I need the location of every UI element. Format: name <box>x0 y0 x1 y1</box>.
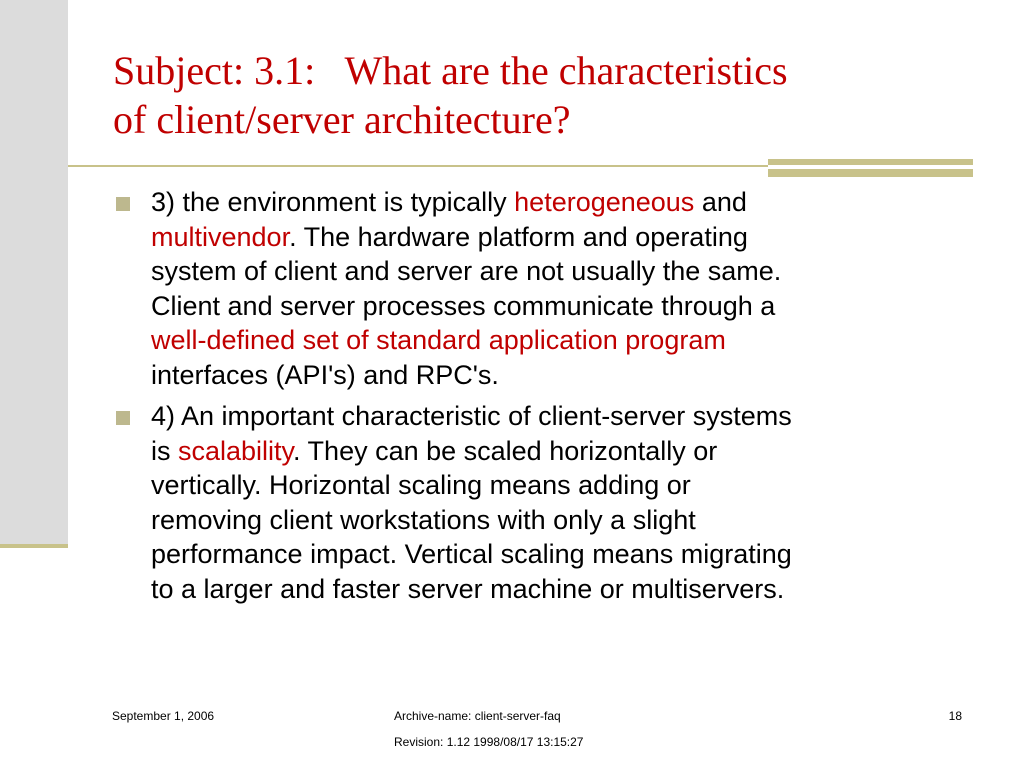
bullet-text: is <box>151 435 178 466</box>
slide-title-line-2: of client/server architecture? <box>113 97 571 142</box>
bullet-line <box>151 220 992 255</box>
footer-revision: Revision: 1.12 1998/08/17 13:15:27 <box>394 735 584 749</box>
left-decorative-panel <box>0 0 68 546</box>
bullet-line <box>151 358 992 393</box>
footer-archive-name: Archive-name: client-server-faq <box>394 709 561 723</box>
footer-date: September 1, 2006 <box>112 709 215 723</box>
bullet-text: performance impact. Vertical scaling means migrating <box>151 539 792 569</box>
bullet-text: . They can be scaled horizontally or <box>293 435 718 466</box>
title-divider-thick-upper <box>768 159 973 165</box>
slide-title <box>113 46 993 144</box>
title-divider-thin <box>68 165 768 167</box>
bullet-text: interfaces (API's) and RPC's. <box>151 359 499 390</box>
bullet-line <box>151 399 992 434</box>
bullet-line <box>151 468 992 503</box>
bullet-text: 4) An important characteristic of client-server systems <box>151 401 792 431</box>
title-divider-thick-lower <box>768 169 973 177</box>
bullet-text: vertically. Horizontal scaling means adding or <box>151 470 691 500</box>
bullet-text: system of client and server are not usually the same. <box>151 256 782 286</box>
highlighted-term: heterogeneous <box>514 187 695 217</box>
bullet-line <box>151 537 992 572</box>
bullet-line <box>151 323 992 358</box>
bullet-line <box>151 185 992 220</box>
bullet-line <box>151 254 992 289</box>
left-panel-underline <box>0 544 68 548</box>
bullet-text: 3) the environment is typically <box>151 187 515 217</box>
bullet-text: and <box>694 187 747 217</box>
bullet-line <box>151 434 992 469</box>
slide-title-line-1: Subject: 3.1: What are the characteristics <box>113 48 788 93</box>
square-bullet-icon <box>116 411 130 425</box>
bullet-list <box>112 185 992 613</box>
bullet-text: to a larger and faster server machine or multiservers. <box>151 573 785 604</box>
bullet-item <box>112 185 992 392</box>
highlighted-term: scalability <box>178 435 294 466</box>
bullet-item <box>112 399 992 606</box>
bullet-text: . The hardware platform and operating <box>289 221 748 252</box>
bullet-text: removing client workstations with only a slight <box>151 504 696 535</box>
footer-page-number: 18 <box>948 709 962 723</box>
bullet-line <box>151 572 992 607</box>
bullet-line <box>151 503 992 538</box>
bullet-line <box>151 289 992 324</box>
highlighted-term: well-defined set of standard application program <box>151 325 726 355</box>
square-bullet-icon <box>116 197 130 211</box>
bullet-text: Client and server processes communicate through a <box>151 290 776 321</box>
highlighted-term: multivendor <box>151 221 290 252</box>
